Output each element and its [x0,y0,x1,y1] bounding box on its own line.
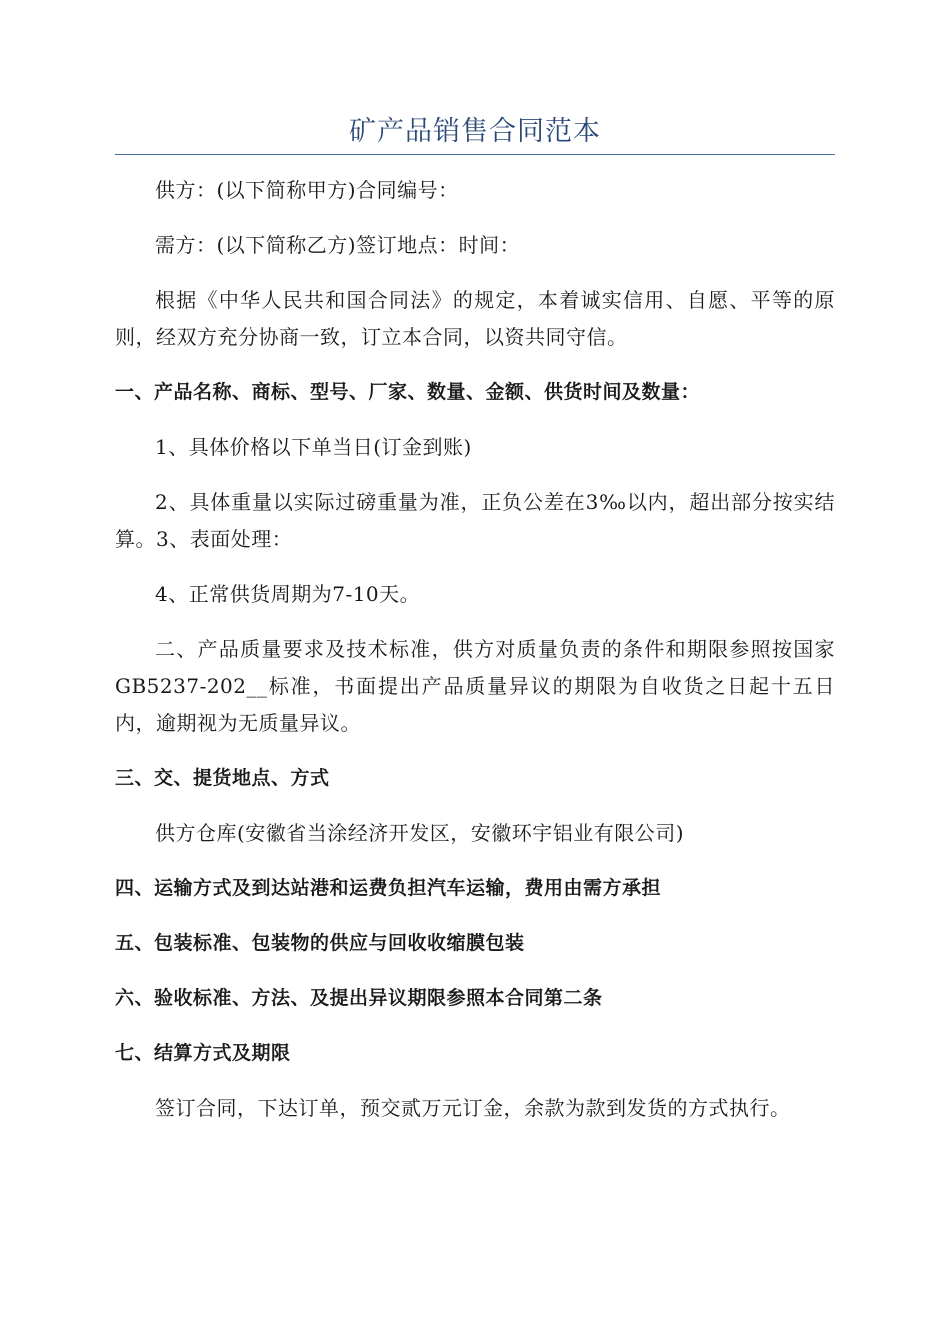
section-heading-6: 六、验收标准、方法、及提出异议期限参照本合同第二条 [115,987,603,1009]
clause-weight: 2、具体重量以实际过磅重量为准，正负公差在3‰以内，超出部分按实结算。3、表面处理： [115,490,835,551]
clause-price: 1、具体价格以下单当日(订金到账) [155,435,472,459]
delivery-location: 供方仓库(安徽省当涂经济开发区，安徽环宇铝业有限公司) [155,821,685,845]
section-heading-1: 一、产品名称、商标、型号、厂家、数量、金额、供货时间及数量： [115,381,701,403]
section-heading-3: 三、交、提货地点、方式 [115,767,330,789]
preamble-paragraph: 根据《中华人民共和国合同法》的规定，本着诚实信用、自愿、平等的原则，经双方充分协商一致，订立本合同，以资共同守信。 [115,288,835,349]
title-underline [115,154,835,155]
document-title: 矿产品销售合同范本 [349,116,601,147]
section-heading-7: 七、结算方式及期限 [115,1042,291,1064]
document-body [115,172,835,1145]
clause-quality: 二、产品质量要求及技术标准，供方对质量负责的条件和期限参照按国家GB5237-202__标准，书面提出产品质量异议的期限为自收货之日起十五日内，逾期视为无质量异议。 [115,637,835,735]
supplier-line: 供方：(以下简称甲方)合同编号： [155,178,459,202]
section-heading-5: 五、包装标准、包装物的供应与回收收缩膜包装 [115,932,525,954]
settlement-paragraph: 签订合同，下达订单，预交贰万元订金，余款为款到发货的方式执行。 [155,1096,791,1120]
buyer-line: 需方：(以下简称乙方)签订地点：时间： [155,233,521,257]
section-heading-4: 四、运输方式及到达站港和运费负担汽车运输，费用由需方承担 [115,877,662,899]
clause-supply-cycle: 4、正常供货周期为7-10天。 [155,582,421,606]
